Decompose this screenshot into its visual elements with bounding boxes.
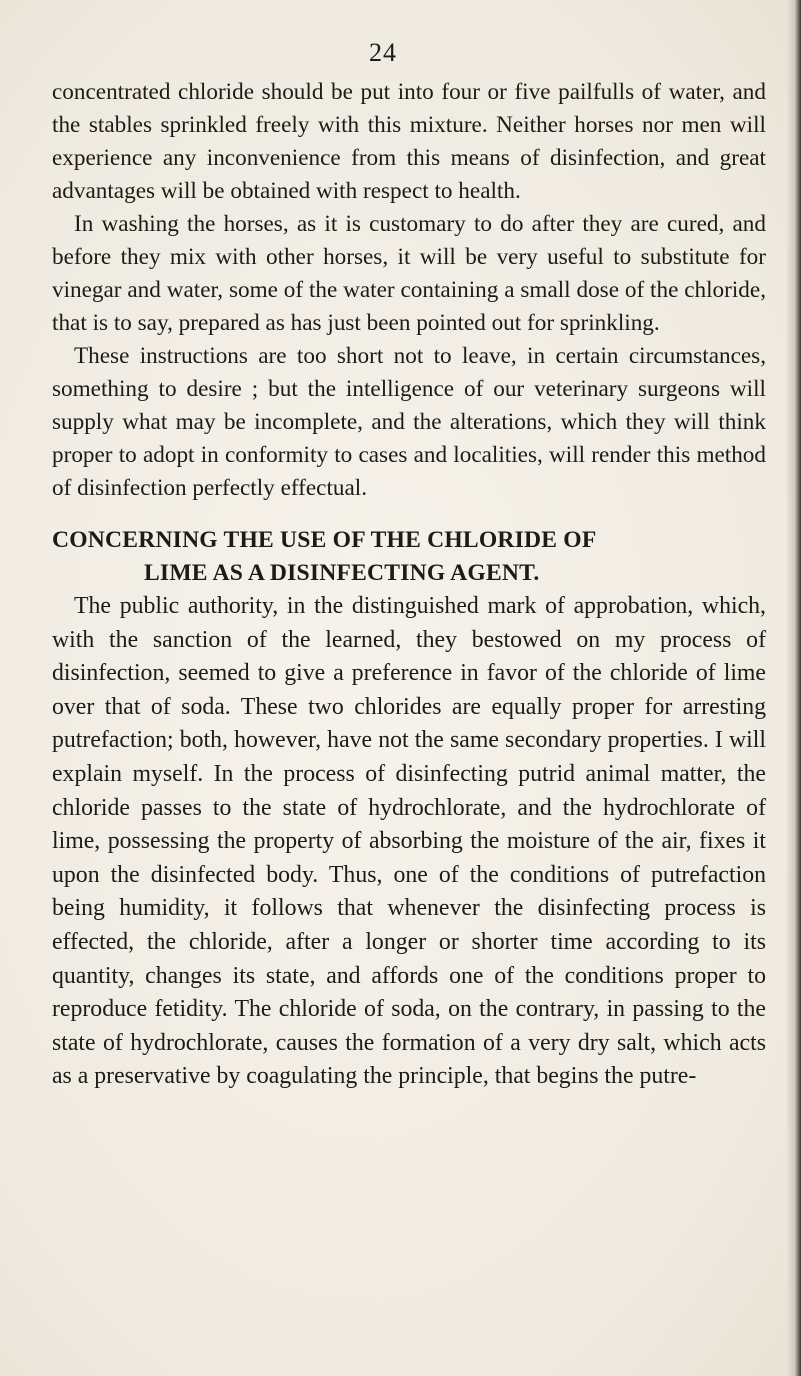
section-heading-line-1: CONCERNING THE USE OF THE CHLORIDE OF — [52, 527, 597, 553]
page-edge-shadow — [787, 0, 801, 1376]
section-heading-line-2: LIME AS A DISINFECTING AGENT. — [144, 560, 540, 586]
paragraph-public-authority: The public authority, in the distinguished mark of approbation, which, with the sanction of the learned, they bestowed on my process of disinfection, seemed to give a preference in favor of the chloride of lime over that of soda. These two chlorides are equally proper for arresting putrefaction; both, however, have not the same secondary properties. I will explain myself. In the process of disinfecting putrid animal matter, the chloride passes to the state of hydrochlorate, and the hydrochlorate of lime, possessing the property of absorbing the moisture of the air, fixes it upon the disinfected body. Thus, one of the conditions of putrefaction being humidity, it follows that whenever the disinfecting process is effected, the chloride, after a longer or shorter time according to its quantity, changes its state, and affords one of the conditions proper to reproduce fetidity. The chloride of soda, on the contrary, in passing to the state of hydrochlorate, causes the formation of a very dry salt, which acts as a preservative by coagulating the principle, that begins the putre- — [52, 593, 766, 1090]
page-body — [52, 76, 766, 1094]
paragraph-continued: concentrated chloride should be put into four or five pailfulls of water, and the stables sprinkled freely with this mixture. Neither horses nor men will experience any inconvenience from this means of disinfection, and great advantages will be obtained with respect to health. — [52, 79, 766, 204]
section-heading — [52, 524, 766, 590]
page-number: 24 — [369, 38, 397, 67]
paragraph-instructions: These instructions are too short not to leave, in certain circumstances, something to desire ; but the intelligence of our veterinary surgeons will supply what may be incomplete, and the alterations, which they will think proper to adopt in conformity to cases and localities, will render this method of disinfection perfectly effectual. — [52, 343, 766, 501]
paragraph-washing-horses: In washing the horses, as it is customary to do after they are cured, and before they mix with other horses, it will be very useful to substitute for vinegar and water, some of the water containing a small dose of the chloride, that is to say, prepared as has just been pointed out for sprinkling. — [52, 211, 766, 336]
